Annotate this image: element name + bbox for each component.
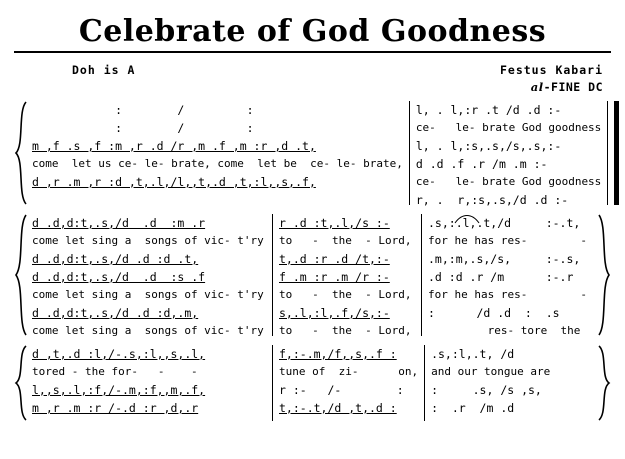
barline <box>272 214 273 336</box>
al-italic: al <box>530 80 544 94</box>
staff-line: l,,s,.l,:f,/-.m,:f,,m,.f, <box>32 383 206 397</box>
lyric-line: for he has res- - <box>428 234 587 247</box>
staff-line: d ,t,.d :l,/-.s,:l,,s,.l, <box>32 347 206 361</box>
staff-line: d .d .f .r /m .m :- <box>415 157 548 171</box>
staff-line: : .s, /s ,s, <box>431 383 542 397</box>
system-3-measure-2 <box>275 345 422 421</box>
barline <box>424 345 425 421</box>
barline-thick <box>614 101 619 205</box>
al-fine-rest: -FINE DC <box>543 80 603 94</box>
system-1-measure-1 <box>28 101 407 205</box>
staff-line: r .d :t,.l,/s :- <box>279 216 390 230</box>
lyric-line: to - the - Lord, <box>279 324 412 337</box>
lyric-line: come let sing a songs of vic- t'ry <box>32 234 264 247</box>
system-1-end-barlines <box>605 101 621 205</box>
staff-line: m ,f .s ,f :m ,r .d /r ,m .f ,m :r ,d .t, <box>32 139 316 153</box>
staff-line: : /d .d : .s <box>428 306 560 320</box>
barline <box>421 214 422 336</box>
staff-line: : / : <box>32 103 254 117</box>
system-2-right-brace <box>597 214 611 336</box>
lyric-line: tored - the for- - - <box>32 365 198 378</box>
staff-line: f,:-.m,/f,,s,.f : <box>279 347 397 361</box>
lyric-line: res- tore the <box>428 324 581 337</box>
lyric-line: come let sing a songs of vic- t'ry <box>32 288 264 301</box>
music-system-2 <box>14 214 611 336</box>
lyric-line: to - the - Lord, <box>279 288 412 301</box>
staff-line: d .d,d:t,.s,/d .d :s .f <box>32 270 206 284</box>
barline-gap <box>610 101 612 205</box>
staff-line: d .d,d:t,.s,/d .d :d .t, <box>32 252 199 266</box>
lyric-line: tune of zi- on, <box>279 365 419 378</box>
system-3-right-brace <box>597 345 611 421</box>
system-2-brace <box>14 214 28 336</box>
staff-line: t,:-.t,/d ,t,.d : <box>279 401 397 415</box>
system-3-staff <box>28 345 597 421</box>
system-3-measure-3 <box>427 345 597 421</box>
system-2-measure-2 <box>275 214 419 336</box>
staff-line: : / : <box>32 121 254 135</box>
barline-thin <box>607 101 608 205</box>
staff-line: r :- /- : <box>279 383 404 397</box>
lyric-line: for he has res- - <box>428 288 587 301</box>
music-system-1 <box>14 101 611 205</box>
al-fine-text <box>531 80 603 94</box>
system-2-measure-3 <box>424 214 597 336</box>
system-3-brace <box>14 345 28 421</box>
staff-line: d .d,d:t,.s,/d .d :m .r <box>32 216 206 230</box>
music-system-3 <box>14 345 611 421</box>
staff-line: l, . l,:s,.s,/s,.s,:- <box>415 139 562 153</box>
staff-line: .s,:.l,.t,/d :-.t, <box>428 216 581 230</box>
system-3-measure-1 <box>28 345 270 421</box>
staff-line: s,.l,:l,.f,/s,:- <box>279 306 390 320</box>
lyric-line: come let us ce- le- brate, come let be ce- le- brate, <box>32 157 403 170</box>
staff-line: .m,:m,.s,/s, :-.s, <box>428 252 581 266</box>
staff-line: d .d,d:t,.s,/d .d :d,.m, <box>32 306 199 320</box>
system-2-staff <box>28 214 597 336</box>
barline <box>409 101 410 205</box>
lyric-line: to - the - Lord, <box>279 234 412 247</box>
staff-line: .d :d .r /m :-.r <box>428 270 574 284</box>
score-metadata <box>0 63 625 101</box>
barline <box>272 345 273 421</box>
staff-line: f .m :r .m /r :- <box>279 270 390 284</box>
system-1-brace <box>14 101 28 205</box>
title-divider <box>14 51 611 53</box>
lyric-line: and our tongue are <box>431 365 551 378</box>
lyric-line: ce- le- brate God goodness <box>415 175 602 188</box>
staff-line: r, . r,:s,.s,/d .d :- <box>415 193 569 207</box>
system-1-measure-2 <box>412 101 605 205</box>
staff-line: d ,r .m ,r :d ,t,.l,/l,,t,.d ,t,:l,,s,.f, <box>32 175 316 189</box>
composer-name: Festus Kabari <box>499 63 603 77</box>
staff-line: m ,r .m :r /-.d :r ,d,.r <box>32 401 199 415</box>
key-signature-text: Doh is A <box>72 63 136 77</box>
staff-line: .s,:l,.t, /d <box>431 347 515 361</box>
lyric-line: come let sing a songs of vic- t'ry <box>32 324 264 337</box>
staff-line: t,.d :r .d /t,:- <box>279 252 390 266</box>
staff-line: : .r /m .d <box>431 401 515 415</box>
staff-line: l, . l,:r .t /d .d :- <box>415 103 562 117</box>
slur-arc <box>454 210 480 229</box>
system-1-staff <box>28 101 621 205</box>
lyric-line: ce- le- brate God goodness <box>415 121 602 134</box>
page-title: Celebrate of God Goodness <box>78 14 547 49</box>
system-2-measure-1 <box>28 214 270 336</box>
